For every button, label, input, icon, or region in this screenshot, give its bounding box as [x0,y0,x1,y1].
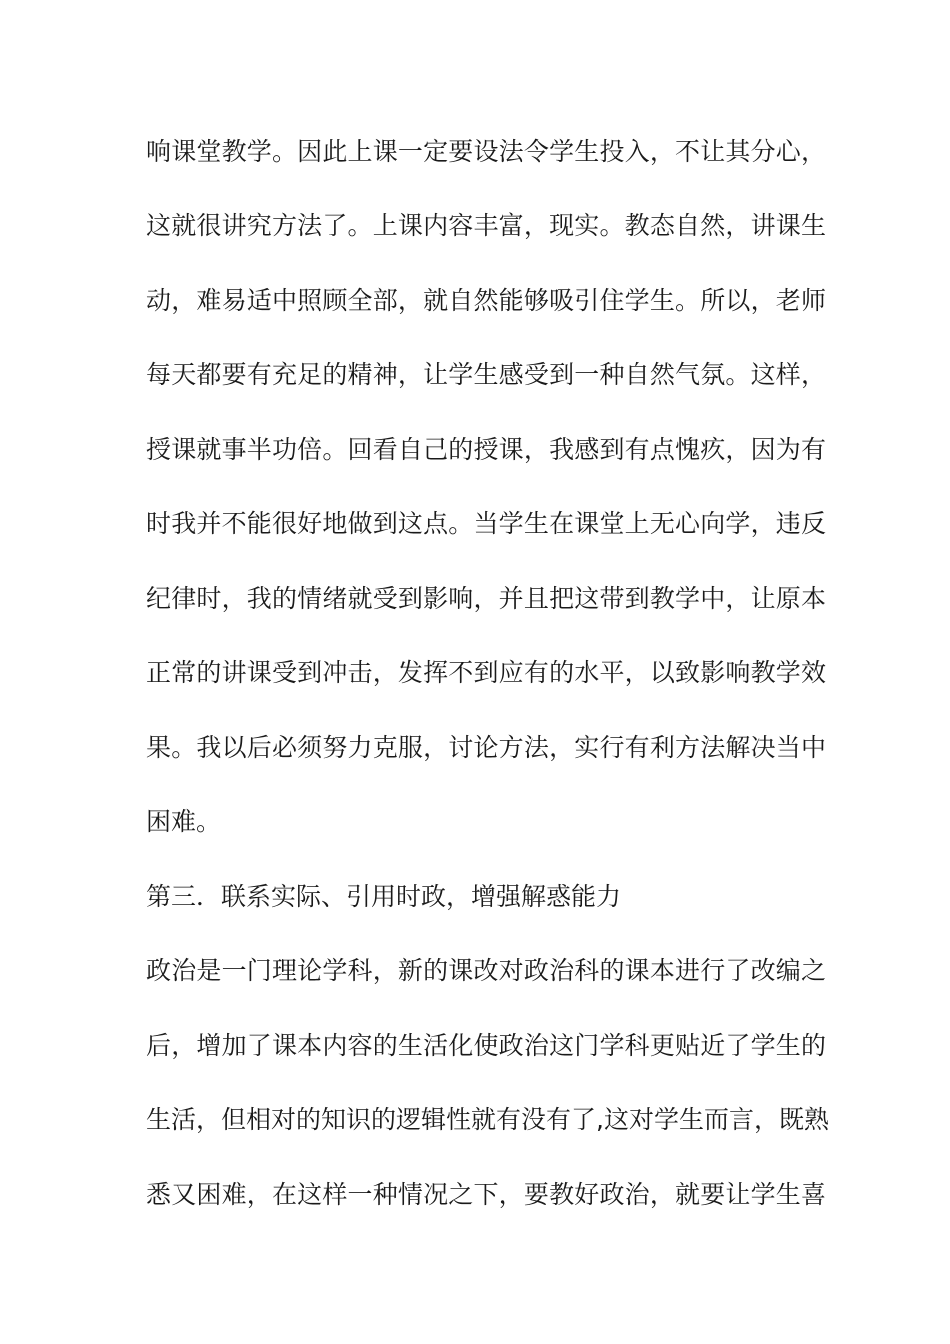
text-line: 正常的讲课受到冲击，发挥不到应有的水平，以致影响教学效 [146,658,826,687]
text-line: 政治是一门理论学科，新的课改对政治科的课本进行了改编之 [146,956,826,985]
text-line: 每天都要有充足的精神，让学生感受到一种自然气氛。这样， [146,360,826,389]
text-line: 时我并不能很好地做到这点。当学生在课堂上无心向学，违反 [146,509,826,538]
text-line: 纪律时，我的情绪就受到影响，并且把这带到教学中，让原本 [146,584,826,613]
section-heading: 第三．联系实际、引用时政，增强解惑能力 [146,882,622,911]
text-line: 困难。 [146,807,222,836]
text-line: 悉又困难，在这样一种情况之下，要教好政治，就要让学生喜 [146,1180,826,1209]
text-line: 动，难易适中照顾全部，就自然能够吸引住学生。所以，老师 [146,286,826,315]
text-line: 后，增加了课本内容的生活化使政治这门学科更贴近了学生的 [146,1031,826,1060]
text-line: 响课堂教学。因此上课一定要设法令学生投入，不让其分心， [146,137,826,166]
text-line: 生活，但相对的知识的逻辑性就有没有了,这对学生而言，既熟 [146,1105,829,1134]
text-line: 果。我以后必须努力克服，讨论方法，实行有利方法解决当中 [146,733,826,762]
text-line: 这就很讲究方法了。上课内容丰富，现实。教态自然，讲课生 [146,211,826,240]
text-line: 授课就事半功倍。回看自己的授课，我感到有点愧疚，因为有 [146,435,826,464]
